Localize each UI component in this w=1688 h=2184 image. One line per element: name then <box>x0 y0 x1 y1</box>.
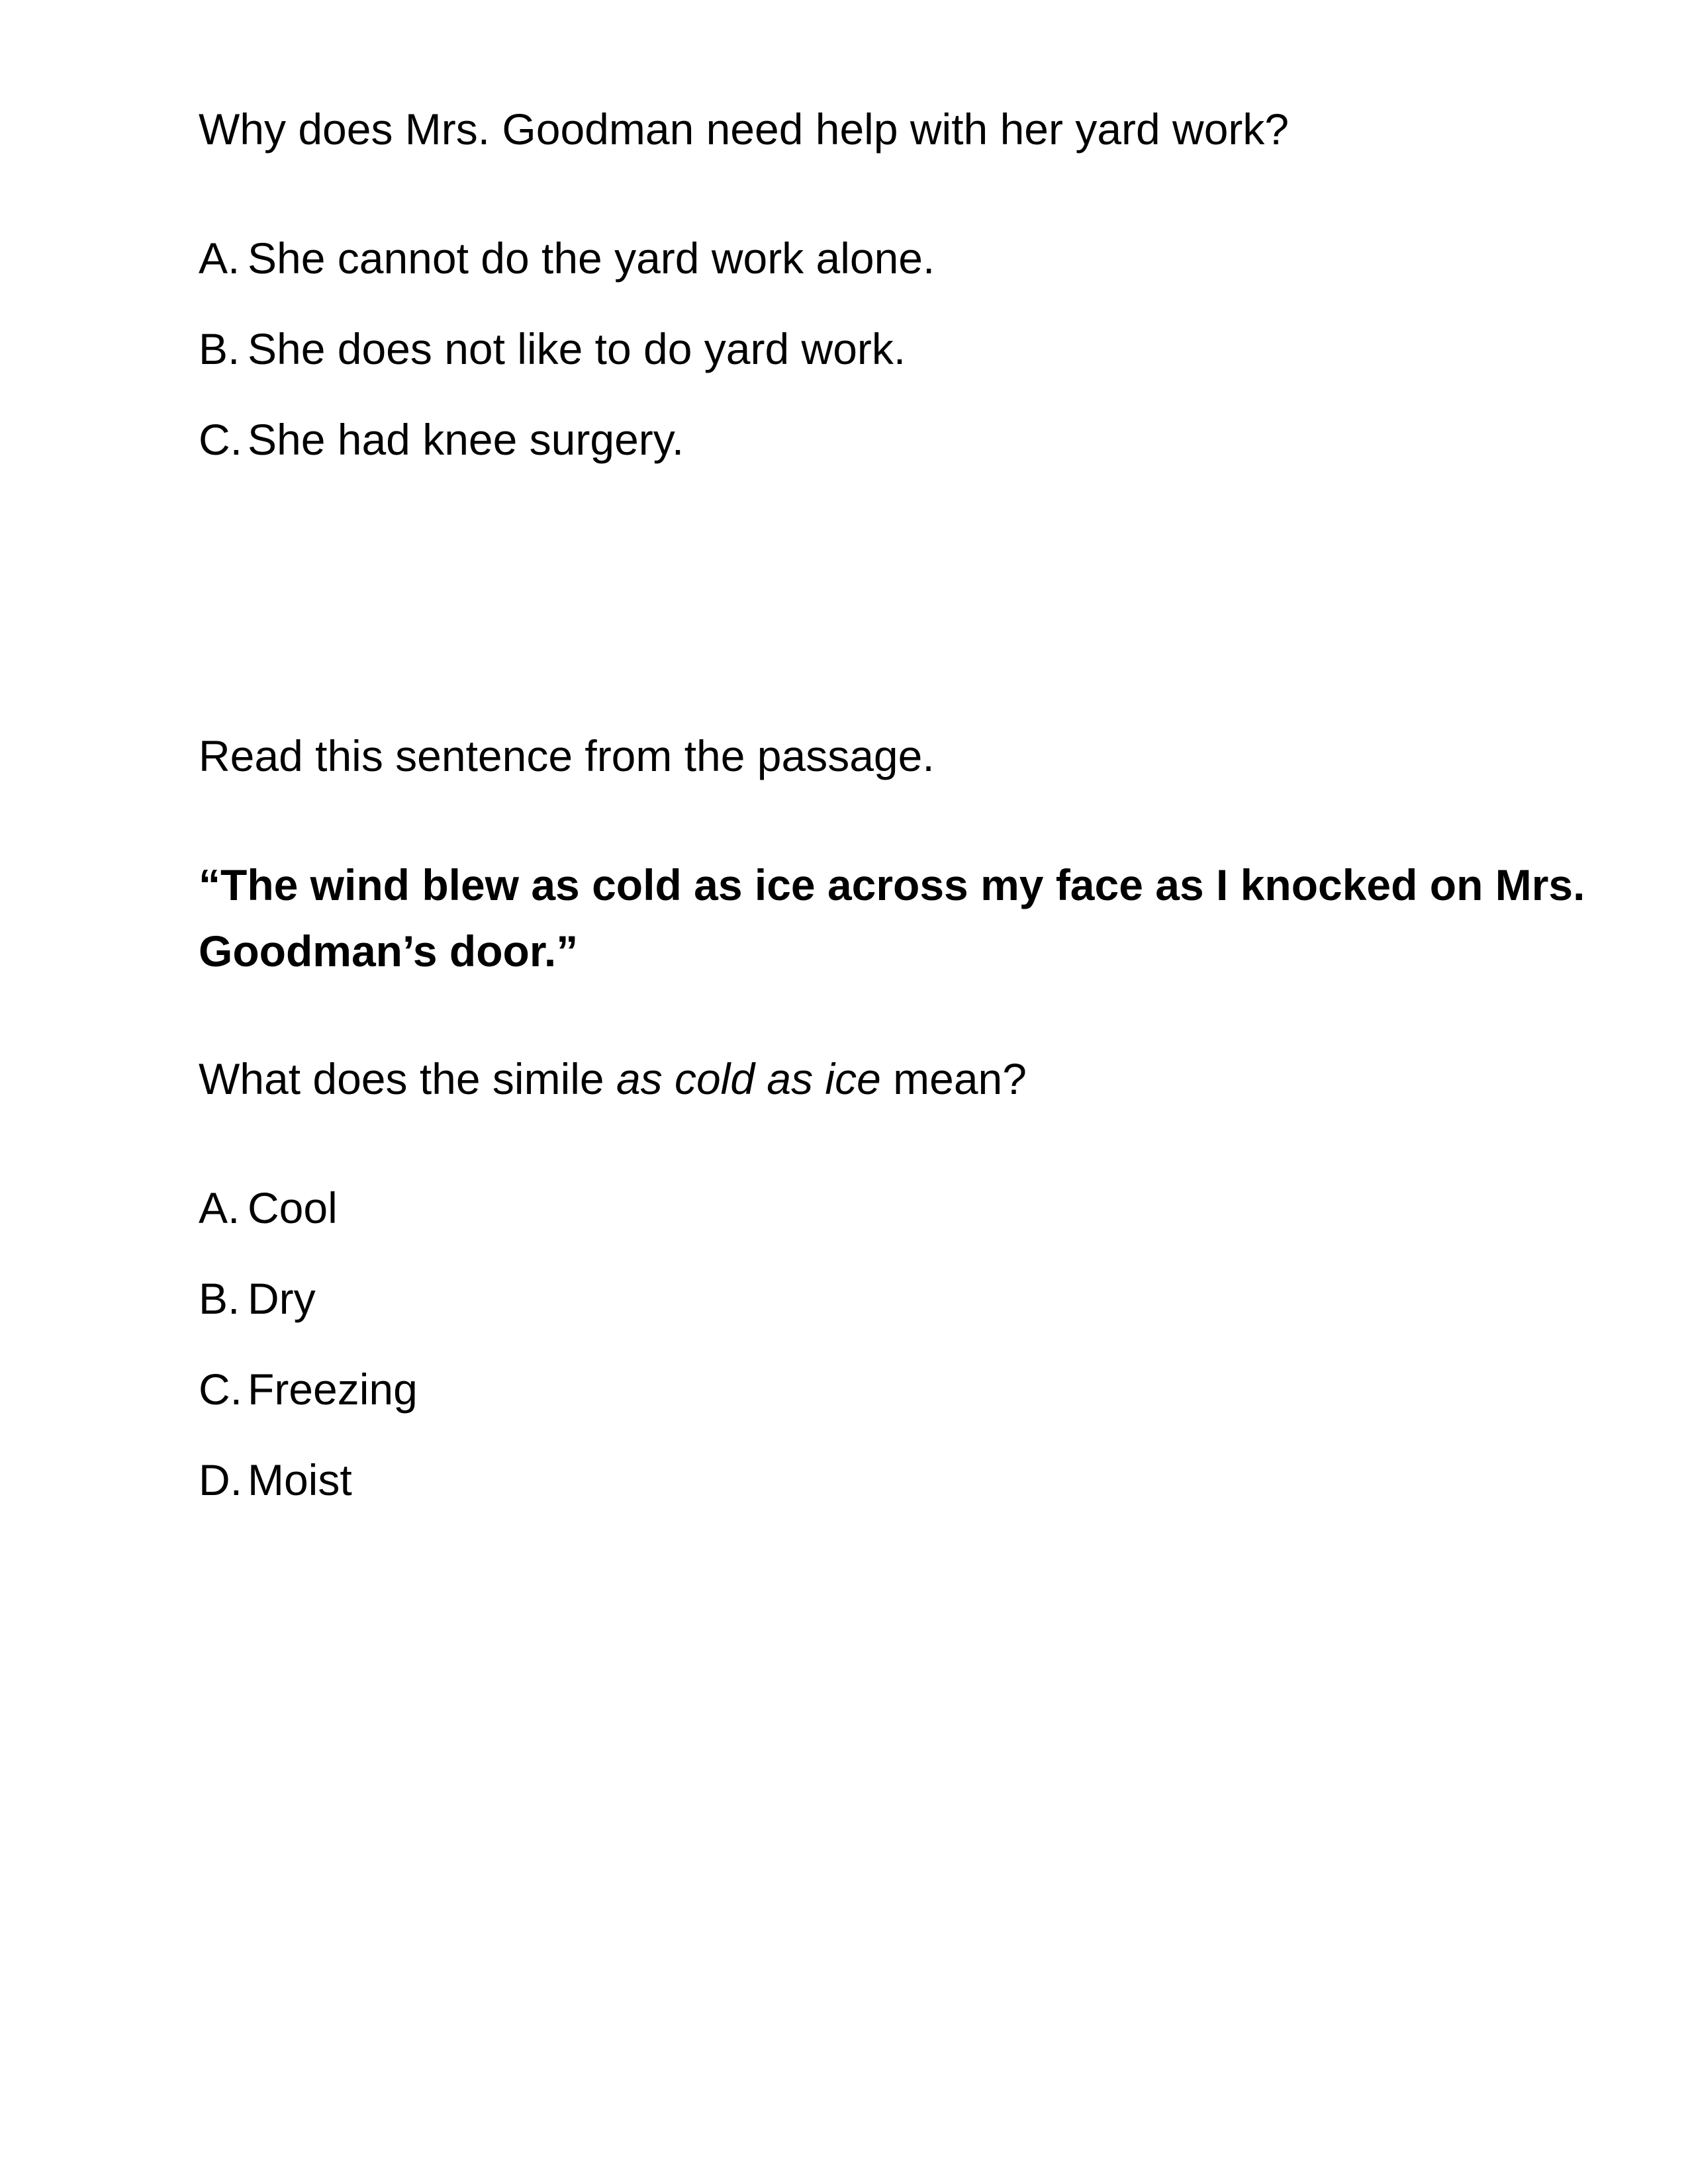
question-2-option-c <box>199 1356 418 1422</box>
question-2-option-b <box>199 1265 316 1332</box>
prompt-after: mean? <box>880 1054 1027 1103</box>
passage-quote <box>199 852 1585 984</box>
quote-line-1: “The wind blew as cold as ice across my face as I knocked on Mrs. <box>199 860 1585 909</box>
option-letter: B. <box>199 1274 240 1323</box>
option-text: She does not like to do yard work. <box>248 324 906 373</box>
option-text: Freezing <box>248 1365 418 1414</box>
option-text: She had knee surgery. <box>248 415 684 464</box>
option-letter: A. <box>199 1183 240 1232</box>
question-2-option-a <box>199 1175 338 1241</box>
question-2-prompt <box>199 1046 1027 1112</box>
option-text: Cool <box>248 1183 338 1232</box>
option-letter: D. <box>199 1455 242 1504</box>
option-letter: A. <box>199 234 240 283</box>
quote-line-2: Goodman’s door.” <box>199 927 579 976</box>
question-1-option-b <box>199 316 906 382</box>
option-letter: C. <box>199 415 242 464</box>
question-2-option-d <box>199 1447 352 1513</box>
simile-phrase: as cold as ice <box>616 1054 881 1103</box>
option-text: Dry <box>248 1274 316 1323</box>
question-1-prompt: Why does Mrs. Goodman need help with her yard work? <box>199 105 1289 154</box>
option-letter: B. <box>199 324 240 373</box>
option-letter: C. <box>199 1365 242 1414</box>
question-1-option-a <box>199 225 935 291</box>
question-2-intro: Read this sentence from the passage. <box>199 731 935 780</box>
prompt-before: What does the simile <box>199 1054 616 1103</box>
question-1-option-c <box>199 406 684 473</box>
option-text: Moist <box>248 1455 352 1504</box>
option-text: She cannot do the yard work alone. <box>248 234 935 283</box>
